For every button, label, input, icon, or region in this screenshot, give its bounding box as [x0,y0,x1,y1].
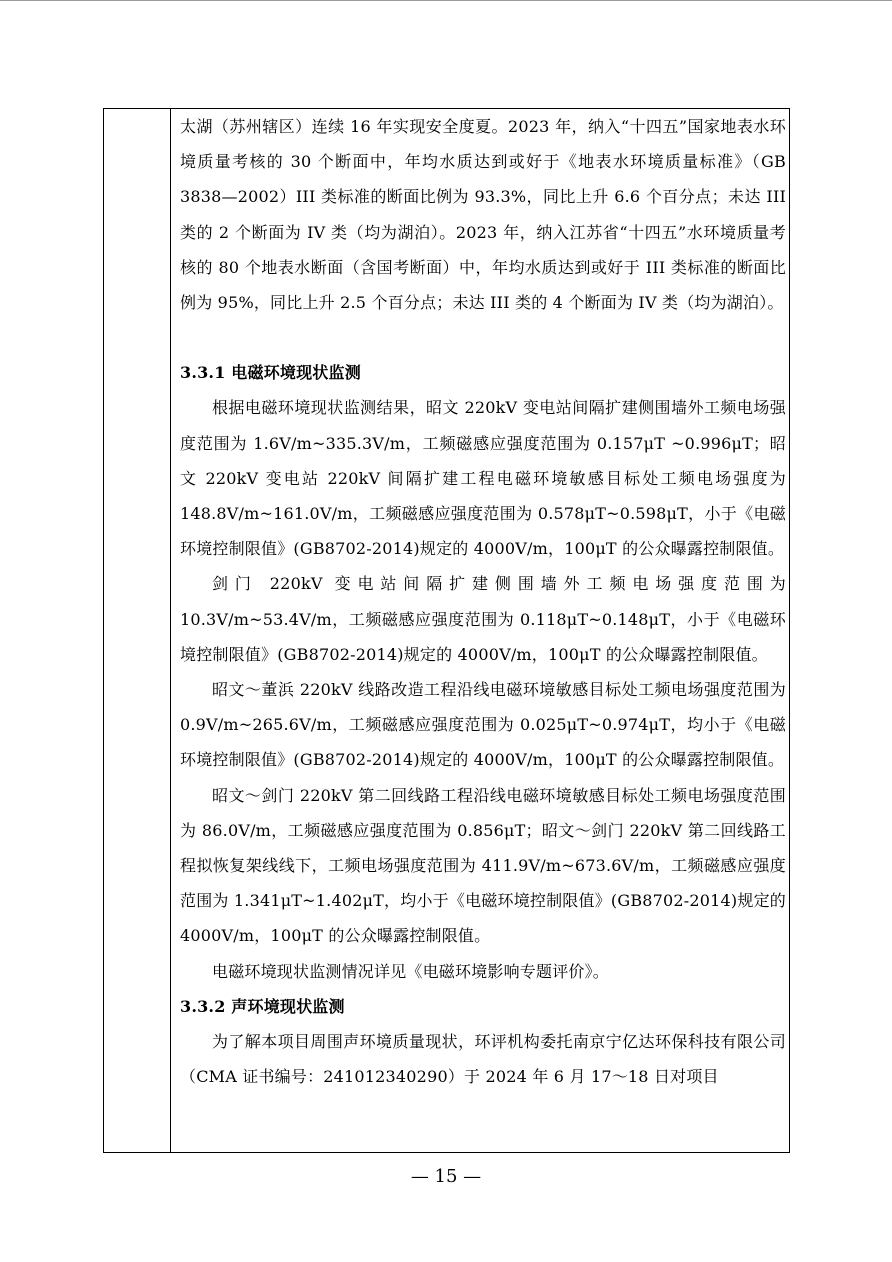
content-cell [180,109,786,1094]
section-heading-3-3-2: 3.3.2 声环境现状监测 [180,996,345,1016]
section-heading-3-3-1: 3.3.1 电磁环境现状监测 [180,363,361,383]
left-column-cell [104,109,171,1152]
paragraph-water-quality: 太湖（苏州辖区）连续 16 年实现安全度夏。2023 年，纳入“十四五”国家地表水环境质量考核的 30 个断面中，年均水质达到或好于《地表水环境质量标准》（GB 3838—2002）III 类标准的断面比例为 93.3%，同比上升 6.6 个百分点；未达 III 类的 2 个断面为 IV 类（均为湖泊）。2023 年，纳入江苏省“十四五”水环境质量考核的 80 个地表水断面（含国考断面）中，年均水质达到或好于 III 类标准的断面比例为 95%，同比上升 2.5 个百分点；未达 III 类的 4 个断面为 IV 类（均为湖泊）。 [180,117,786,313]
paragraph-zhaowen-dongbang-line: 昭文～董浜 220kV 线路改造工程沿线电磁环境敏感目标处工频电场强度范围为 0.9V/m~265.6V/m，工频磁感应强度范围为 0.025μT~0.974μT，均小于《电磁环境控制限值》(GB8702-2014)规定的 4000V/m，100μT 的公众曝露控制限值。 [180,680,786,770]
paragraph-zhaowen-substation: 根据电磁环境现状监测结果，昭文 220kV 变电站间隔扩建侧围墙外工频电场强度范围为 1.6V/m~335.3V/m，工频磁感应强度范围为 0.157μT ~0.996μT；昭文 220kV 变电站 220kV 间隔扩建工程电磁环境敏感目标处工频电场强度为 148.8V/m~161.0V/m，工频磁感应强度范围为 0.578μT~0.598μT，小于《电磁环境控制限值》(GB8702-2014)规定的 4000V/m，100μT 的公众曝露控制限值。 [180,398,786,559]
page-number: — 15 — [410,1166,482,1187]
document-table [103,108,790,1153]
paragraph-jianmen-substation: 剑门 220kV 变电站间隔扩建侧围墙外工频电场强度范围为 10.3V/m~53.4V/m，工频磁感应强度范围为 0.118μT~0.148μT，小于《电磁环境控制限值》(GB8702-2014)规定的 4000V/m，100μT 的公众曝露控制限值。 [180,574,786,664]
paragraph-noise-monitoring: 为了解本项目周围声环境质量现状，环评机构委托南京宁亿达环保科技有限公司（CMA 证书编号：241012340290）于 2024 年 6 月 17～18 日对项目 [180,1032,786,1087]
paragraph-em-reference: 电磁环境现状监测情况详见《电磁环境影响专题评价》。 [212,961,610,981]
top-rule [0,0,892,1]
paragraph-zhaowen-jianmen-line: 昭文～剑门 220kV 第二回线路工程沿线电磁环境敏感目标处工频电场强度范围为 86.0V/m，工频磁感应强度范围为 0.856μT；昭文～剑门 220kV 第二回线路工程拟恢复架线线下，工频电场强度范围为 411.9V/m~673.6V/m，工频磁感应强度范围为 1.341μT~1.402μT，均小于《电磁环境控制限值》(GB8702-2014)规定的 4000V/m，100μT 的公众曝露控制限值。 [180,785,786,946]
blank-line [180,320,786,355]
